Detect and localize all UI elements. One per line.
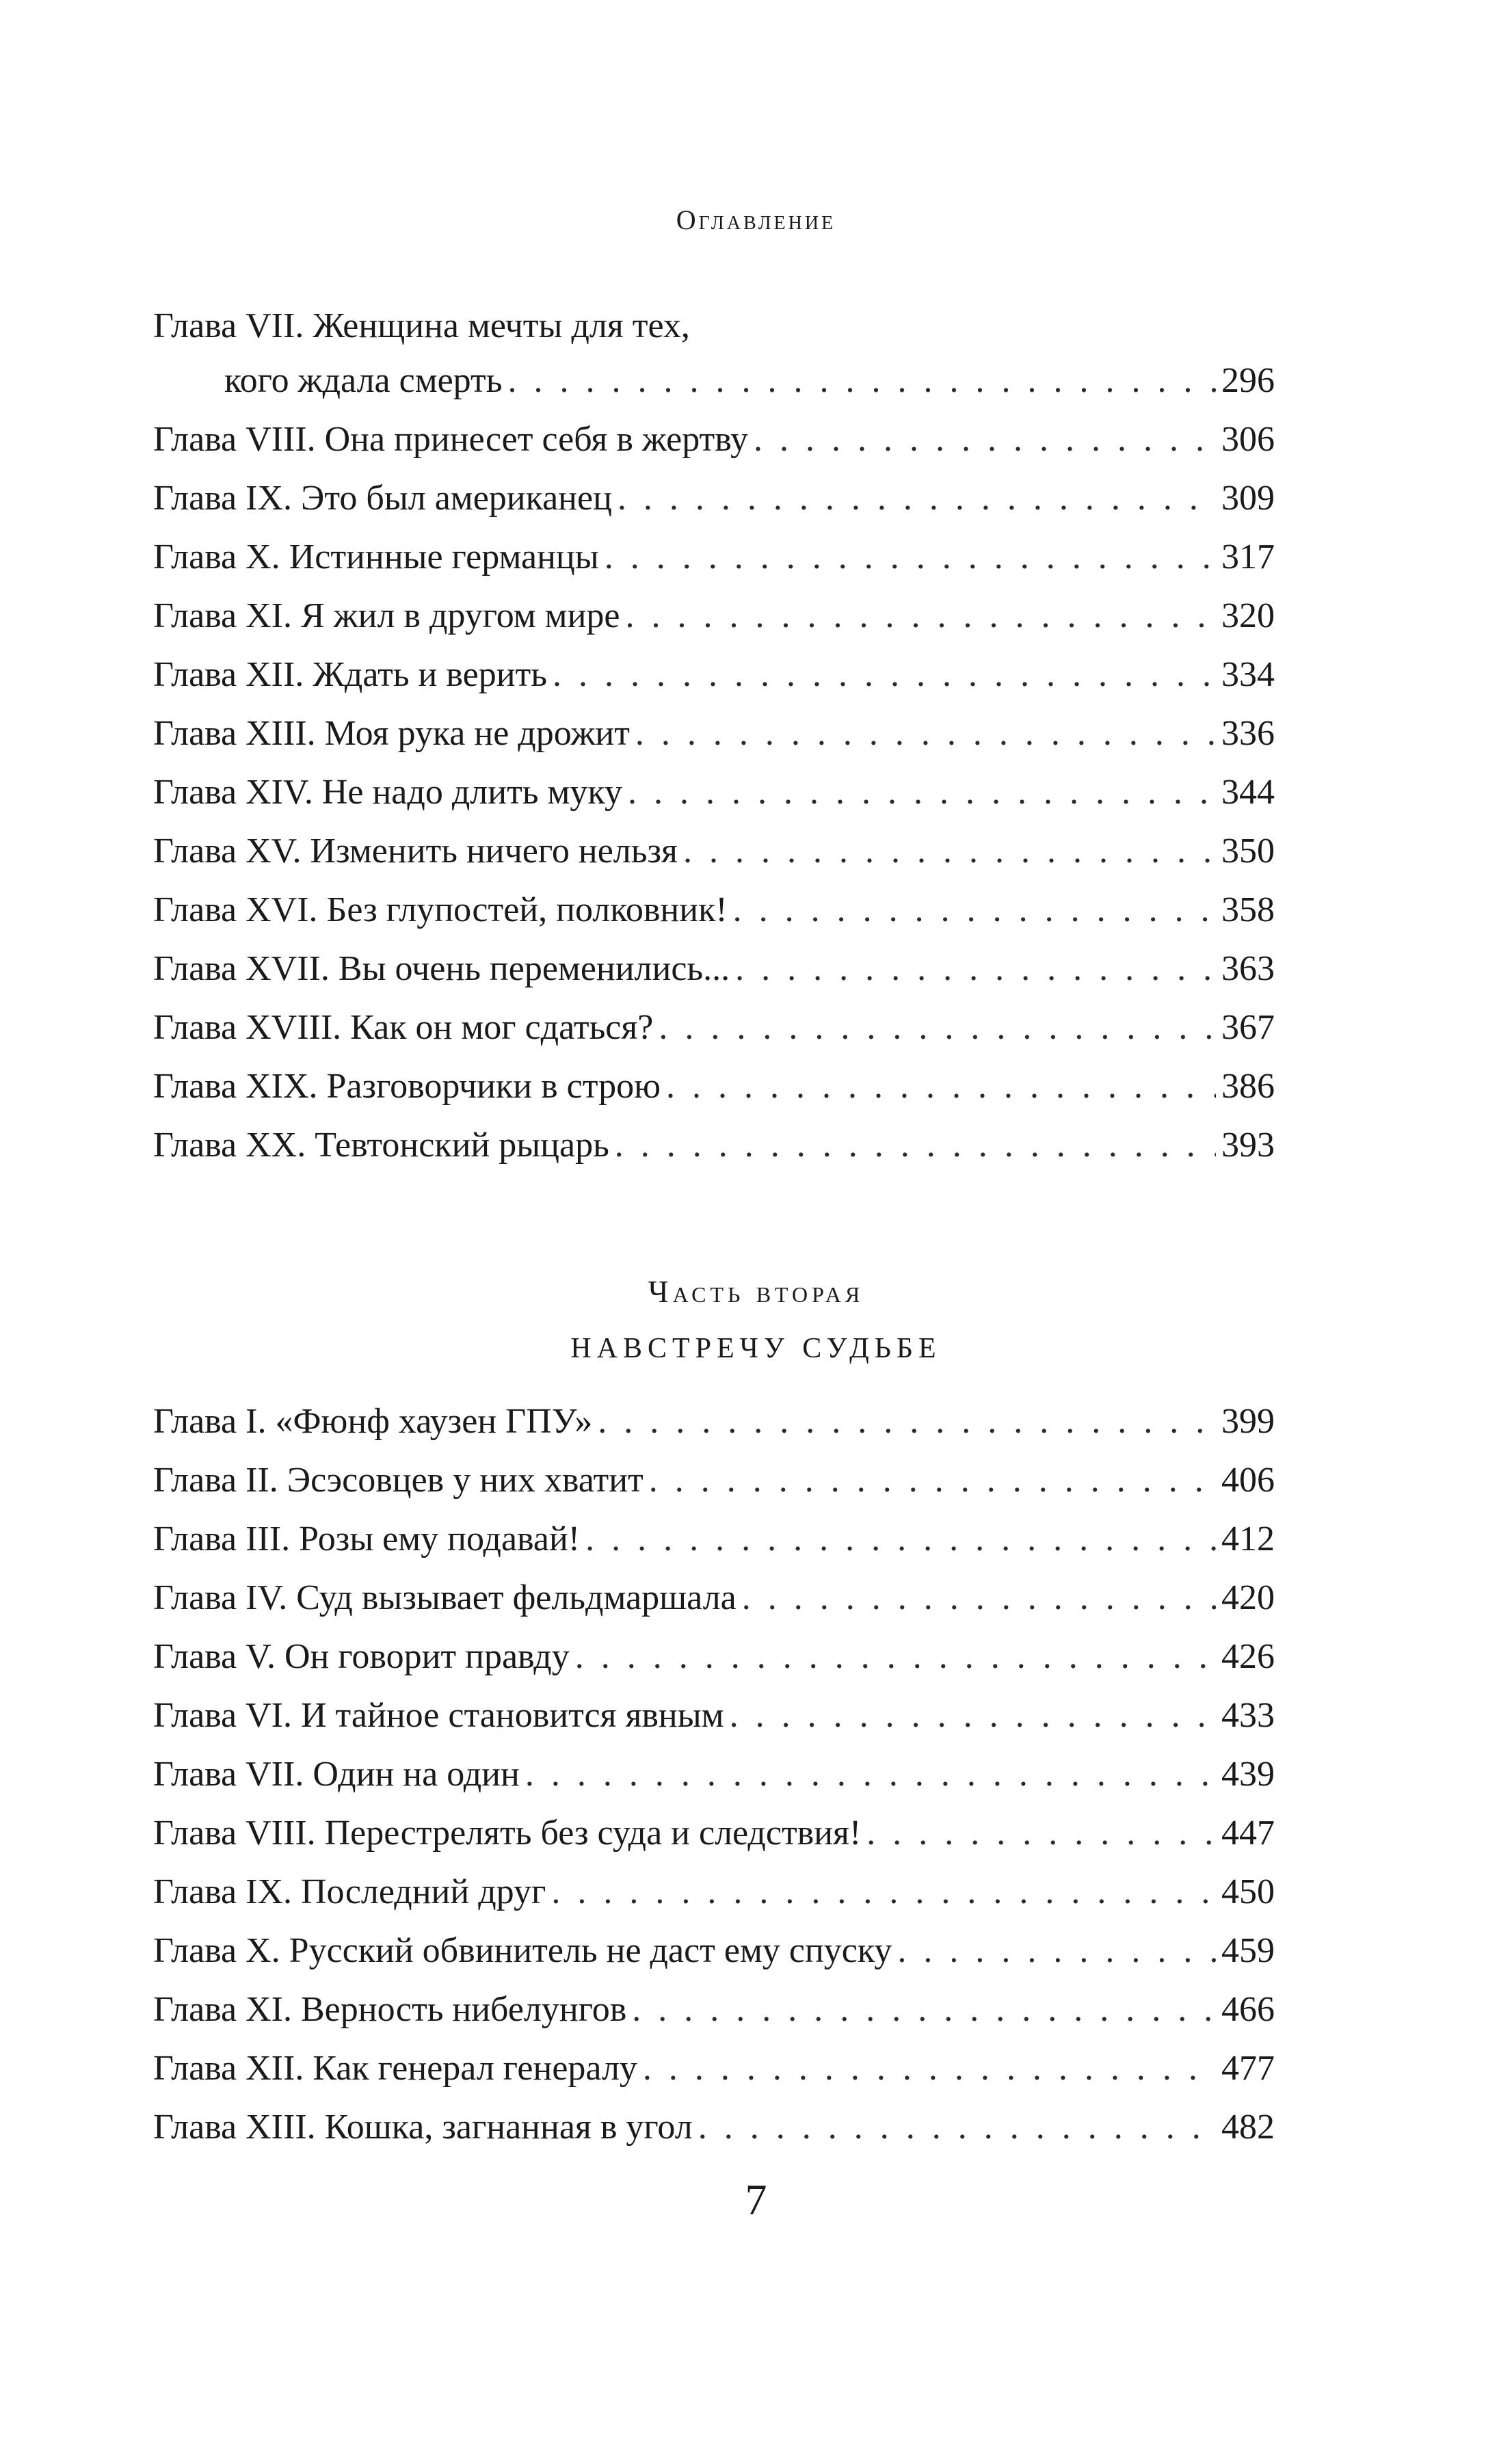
toc-page-number: 296	[1221, 361, 1275, 400]
dot-leader	[666, 1057, 1216, 1116]
toc-page-number: 320	[1221, 596, 1275, 635]
toc-entry-title: Глава XII. Ждать и верить	[153, 655, 547, 694]
toc-page-number: 426	[1221, 1637, 1275, 1676]
running-head: Оглавление	[676, 204, 836, 235]
page-number: 7	[745, 2175, 767, 2224]
dot-leader	[605, 528, 1216, 587]
dot-leader	[742, 1569, 1216, 1628]
dot-leader	[683, 822, 1216, 881]
toc-page-number: 317	[1221, 537, 1275, 576]
toc-page-number: 412	[1221, 1519, 1275, 1558]
toc-page-number: 420	[1221, 1578, 1275, 1617]
toc-entry-title: Глава VI. И тайное становится явным	[153, 1696, 724, 1735]
toc-entry-title: Глава XI. Я жил в другом мире	[153, 596, 620, 635]
toc-entry	[153, 704, 1275, 763]
dot-leader	[628, 763, 1216, 822]
dot-leader	[551, 1863, 1216, 1922]
toc-page-number: 433	[1221, 1696, 1275, 1735]
dot-leader	[659, 998, 1216, 1057]
dot-leader	[649, 1451, 1216, 1510]
dot-leader	[553, 646, 1216, 704]
toc-entry-title: Глава XV. Изменить ничего нельзя	[153, 832, 678, 871]
toc-entry-title: Глава VII. Женщина мечты для тех,	[153, 306, 690, 345]
toc-entry	[153, 998, 1275, 1057]
dot-leader	[733, 881, 1216, 940]
toc-entry-title: Глава XIV. Не надо длить муку	[153, 773, 622, 812]
dot-leader	[698, 2098, 1216, 2157]
toc-page-number: 459	[1221, 1931, 1275, 1970]
toc-page-number: 344	[1221, 773, 1275, 812]
dot-leader	[730, 1686, 1216, 1745]
toc-entry	[153, 1863, 1275, 1922]
toc-entry	[153, 528, 1275, 587]
dot-leader	[585, 1510, 1216, 1569]
toc-entry-title: Глава IX. Последний друг	[153, 1872, 546, 1911]
part-title: Часть вторая	[648, 1274, 864, 1309]
toc-entry	[153, 469, 1275, 528]
toc-entry-title: Глава XVI. Без глупостей, полковник!	[153, 890, 728, 929]
toc-part1	[153, 301, 1275, 1175]
toc-entry-title: Глава X. Истинные германцы	[153, 537, 599, 576]
dot-leader	[635, 704, 1216, 763]
toc-entry	[153, 1392, 1275, 1451]
dot-leader	[575, 1628, 1216, 1686]
toc-part2	[153, 1392, 1275, 2157]
dot-leader	[615, 1116, 1216, 1175]
toc-entry	[153, 301, 1275, 351]
toc-page-number: 363	[1221, 949, 1275, 988]
toc-entry	[153, 2039, 1275, 2098]
dot-leader	[754, 410, 1216, 469]
toc-page-number: 309	[1221, 479, 1275, 518]
toc-entry	[153, 822, 1275, 881]
dot-leader	[632, 1980, 1216, 2039]
toc-entry-title: Глава XVIII. Как он мог сдаться?	[153, 1008, 654, 1047]
toc-entry-title: Глава XIII. Моя рука не дрожит	[153, 714, 630, 753]
toc-page-number: 466	[1221, 1990, 1275, 2029]
toc-entry	[153, 1804, 1275, 1863]
toc-entry	[153, 881, 1275, 940]
toc-entry-title: Глава XVII. Вы очень переменились...	[153, 949, 730, 988]
toc-page-number: 477	[1221, 2049, 1275, 2088]
toc-entry-title: Глава XIII. Кошка, загнанная в угол	[153, 2108, 693, 2147]
toc-entry	[153, 1628, 1275, 1686]
toc-entry-title: Глава XIX. Разговорчики в строю	[153, 1067, 661, 1106]
toc-entry	[153, 1686, 1275, 1745]
dot-leader	[507, 351, 1216, 410]
toc-page-number: 399	[1221, 1402, 1275, 1441]
toc-page-number: 350	[1221, 832, 1275, 871]
toc-entry-title: Глава V. Он говорит правду	[153, 1637, 570, 1676]
toc-entry-title: Глава VIII. Перестрелять без суда и следствия!	[153, 1814, 862, 1853]
toc-entry-title: Глава XI. Верность нибелунгов	[153, 1990, 627, 2029]
toc-page-number: 393	[1221, 1126, 1275, 1165]
toc-entry-title: кого ждала смерть	[224, 361, 503, 400]
toc-page-number: 447	[1221, 1814, 1275, 1853]
dot-leader	[625, 587, 1216, 646]
toc-entry	[153, 1116, 1275, 1175]
toc-entry	[153, 1451, 1275, 1510]
toc-entry-title: Глава I. «Фюнф хаузен ГПУ»	[153, 1402, 593, 1441]
toc-entry	[153, 587, 1275, 646]
dot-leader	[525, 1745, 1216, 1804]
toc-entry	[153, 763, 1275, 822]
toc-entry	[153, 1922, 1275, 1980]
toc-page-number: 450	[1221, 1872, 1275, 1911]
toc-entry	[153, 1569, 1275, 1628]
toc-page-number: 336	[1221, 714, 1275, 753]
toc-page-number: 386	[1221, 1067, 1275, 1106]
toc-page-number: 406	[1221, 1461, 1275, 1500]
dot-leader	[735, 940, 1216, 998]
toc-page-number: 334	[1221, 655, 1275, 694]
toc-entry-title: Глава VIII. Она принесет себя в жертву	[153, 420, 749, 459]
dot-leader	[598, 1392, 1216, 1451]
toc-entry	[153, 2098, 1275, 2157]
toc-entry	[153, 1057, 1275, 1116]
toc-entry-title: Глава X. Русский обвинитель не даст ему спуску	[153, 1931, 892, 1970]
toc-entry	[153, 1510, 1275, 1569]
toc-page-number: 367	[1221, 1008, 1275, 1047]
toc-entry-title: Глава IX. Это был американец	[153, 479, 612, 518]
toc-entry-title: Глава VII. Один на один	[153, 1755, 520, 1794]
toc-page-number: 482	[1221, 2108, 1275, 2147]
toc-entry	[153, 1745, 1275, 1804]
toc-entry-title: Глава XII. Как генерал генералу	[153, 2049, 637, 2088]
toc-entry-title: Глава IV. Суд вызывает фельдмаршала	[153, 1578, 737, 1617]
dot-leader	[897, 1922, 1216, 1980]
dot-leader	[618, 469, 1216, 528]
toc-entry	[153, 410, 1275, 469]
dot-leader	[643, 2039, 1216, 2098]
toc-page-number: 358	[1221, 890, 1275, 929]
toc-entry	[153, 940, 1275, 998]
toc-entry-title: Глава III. Розы ему подавай!	[153, 1519, 581, 1558]
toc-entry-title: Глава XX. Тевтонский рыцарь	[153, 1126, 609, 1165]
part-subtitle: НАВСТРЕЧУ СУДЬБЕ	[570, 1333, 942, 1364]
toc-page-number: 439	[1221, 1755, 1275, 1794]
toc-entry-title: Глава II. Эсэсовцев у них хватит	[153, 1461, 644, 1500]
toc-entry-continuation	[153, 351, 1275, 410]
toc-entry	[153, 1980, 1275, 2039]
toc-page-number: 306	[1221, 420, 1275, 459]
dot-leader	[866, 1804, 1216, 1863]
toc-entry	[153, 646, 1275, 704]
